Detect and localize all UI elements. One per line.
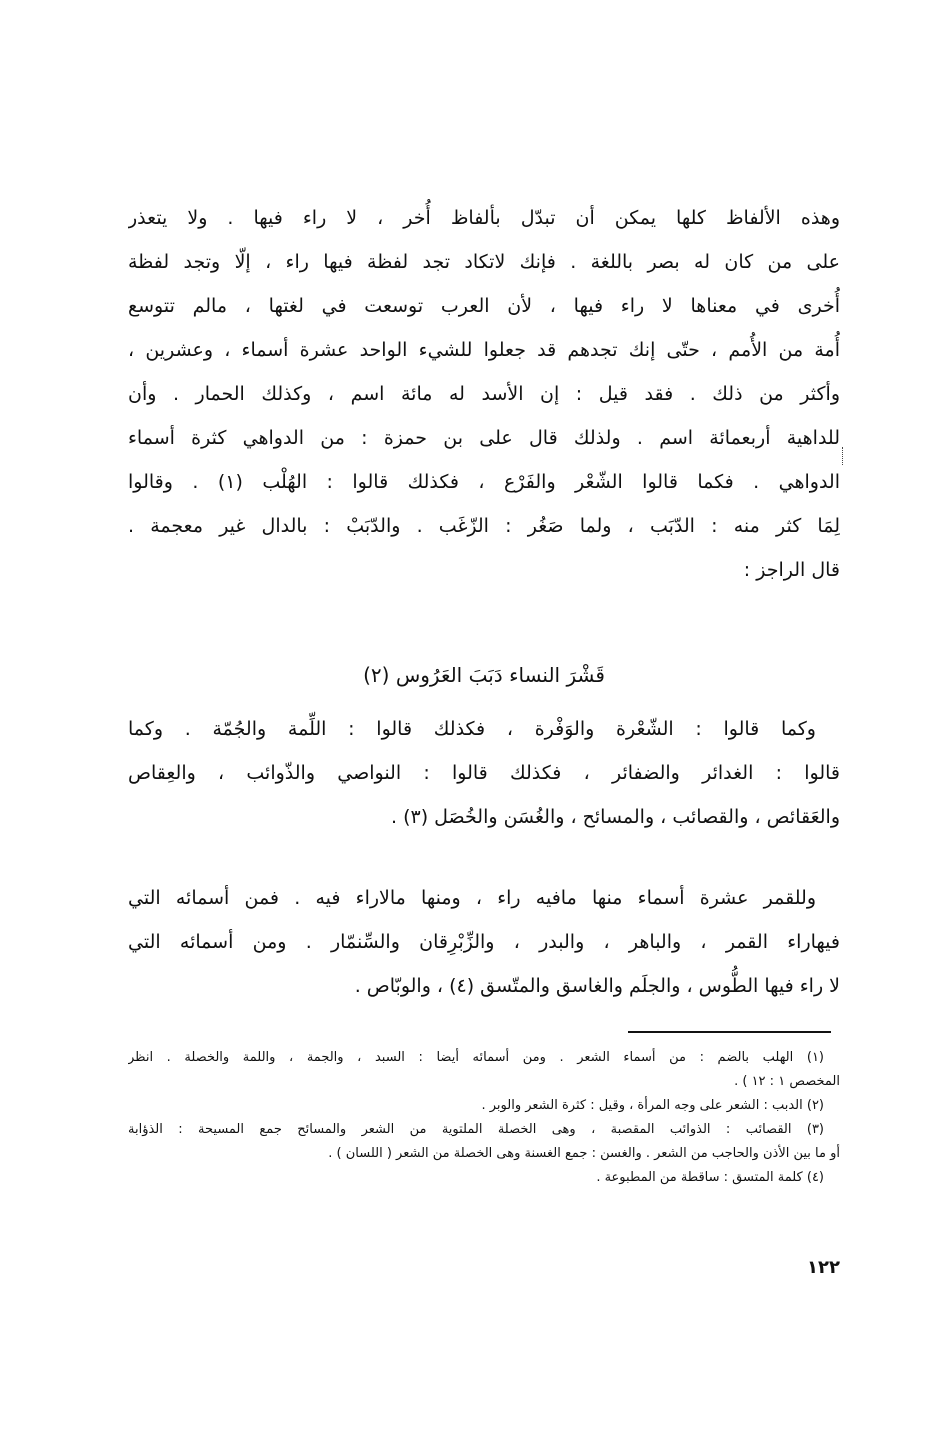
paragraph-line: قال الراجز : (743, 559, 840, 581)
paragraph-line: للداهية أربعمائة اسم . ولذلك قال على بن حمزة : من الدواهي كثرة أسماء (128, 427, 840, 449)
footnote-line: أو ما بين الأذن والحاجب من الشعر . والغسن : جمع الغسنة وهى الخصلة من الشعر ( اللسان ) . (328, 1146, 840, 1161)
paragraph-line: الدواهي . فكما قالوا الشّعْر والفَرْع ، فكذلك قالوا : الهُلْب (١) . وقالوا (128, 471, 840, 493)
paragraph-line: لِمَا كثر منه : الدّبَب ، ولما صَغُر : الزّغَب . والدّبَبْ : بالدال غير معجمة . (128, 515, 840, 537)
page-number: ١٢٢ (807, 1257, 840, 1278)
footnote-line: (٤) كلمة المتسق : ساقطة من المطبوعة . (596, 1170, 824, 1185)
footnote-line: (١) الهلب بالضم : من أسماء الشعر . ومن أسمائه أيضا : السبد ، والجمة ، واللمة والخصلة . انظر (128, 1050, 824, 1065)
footnote-line: (٢) الدبب : الشعر على وجه المرأة ، وقيل : كثرة الشعر والوبر . (481, 1098, 824, 1113)
footnote-line: المخصص ١ : ١٢ ) . (734, 1074, 840, 1089)
paragraph-line: قالوا : الغدائر والضفائر ، فكذلك قالوا : النواصي والذّوائب ، والعِقاص (128, 762, 840, 784)
footnotes (128, 1046, 840, 1190)
paragraph-line: وهذه الألفاظ كلها يمكن أن تبدّل بألفاظ أُخر ، لا راء فيها . ولا يتعذر (128, 207, 840, 229)
margin-mark (842, 447, 845, 465)
paragraph-1 (128, 196, 840, 592)
paragraph-line: وللقمر عشرة أسماء منها مافيه راء ، ومنها مالاراء فيه . فمن أسمائه التي (128, 887, 816, 909)
verse-line: قَشْرَ النساء دَبَبَ العَرُوس (٢) (363, 663, 605, 687)
paragraph-line: والعَقائص ، والقصائب ، والمسائح ، والغُسَن والخُصَل (٣) . (391, 806, 840, 828)
paragraph-line: أُمة من الأُمم ، حتّى إنك تجدهم قد جعلوا للشيء الواحد عشرة أسماء ، وعشرين ، (128, 339, 840, 361)
footnote-line: (٣) القصائب : الذوائب المقصبة ، وهى الخصلة الملتوية من الشعر والمسائح جمع المسيحة : الذؤابة (128, 1122, 824, 1137)
paragraph-2 (128, 707, 840, 839)
paragraph-line: على من كان له بصر باللغة . فإنك لاتكاد تجد لفظة فيها راء ، إلّا وتجد لفظة (128, 251, 840, 273)
paragraph-3 (128, 876, 840, 1008)
footnote-separator (628, 1031, 831, 1033)
paragraph-line: فيهاراء القمر ، والباهر ، والبدر ، والزِّبْرِقان والسِّنمّار . ومن أسمائه التي (128, 931, 840, 953)
paragraph-line: لا راء فيها الطُّوس ، والجلَم والغاسق والمتّسق (٤) ، والوبّاص . (354, 975, 840, 997)
paragraph-line: أُخرى في معناها لا راء فيها ، لأن العرب توسعت في لغتها ، مالم تتوسع (128, 295, 840, 317)
paragraph-line: وكما قالوا : الشّعْرة والوَفْرة ، فكذلك قالوا : اللِّمة والجُمّة . وكما (128, 718, 816, 740)
paragraph-line: وأكثر من ذلك . فقد قيل : إن الأسد له مائة اسم ، وكذلك الحمار . وأن (128, 383, 840, 405)
